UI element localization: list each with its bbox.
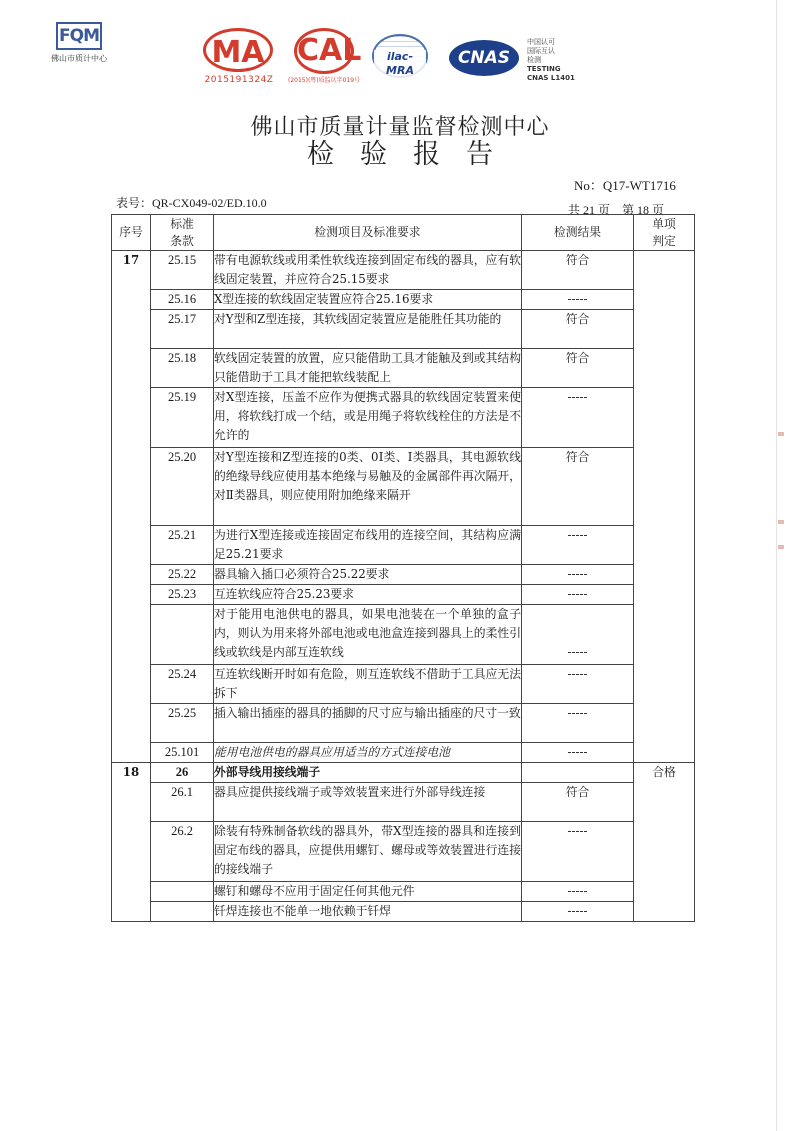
test-result: ----- [522, 565, 634, 585]
clause-number: 25.24 [151, 665, 214, 704]
clause-number: 25.25 [151, 704, 214, 743]
test-item: 为进行X型连接或连接固定布线用的连接空间，其结构应满足25.21要求 [214, 526, 522, 565]
test-result: ----- [522, 585, 634, 605]
table-row [112, 743, 695, 763]
clause-number: 26.2 [151, 822, 214, 882]
test-item: 软线固定装置的放置，应只能借助工具才能触及到或其结构只能借助于工具才能把软线装配上 [214, 349, 522, 388]
clause-number: 25.21 [151, 526, 214, 565]
fqm-logo-mark: FQM [56, 22, 102, 50]
verdict [634, 251, 695, 763]
table-row [112, 349, 695, 388]
scan-mark [778, 432, 784, 436]
test-item: X型连接的软线固定装置应符合25.16要求 [214, 290, 522, 310]
table-row [112, 310, 695, 349]
cma-logo [203, 28, 275, 86]
report-title: 检验报告 [307, 139, 519, 170]
header-clause: 标准 条款 [151, 215, 214, 251]
header-seq: 序号 [112, 215, 151, 251]
scan-mark [778, 520, 784, 524]
test-result: 符合 [522, 251, 634, 290]
table-row [112, 388, 695, 448]
clause-number: 26 [151, 763, 214, 783]
cnas-info-line: CNAS L1401 [527, 74, 575, 82]
test-item: 螺钉和螺母不应用于固定任何其他元件 [214, 882, 522, 902]
test-result: ----- [522, 388, 634, 448]
clause-number: 26.1 [151, 783, 214, 822]
test-result: 符合 [522, 310, 634, 349]
test-item: 插入输出插座的器具的插脚的尺寸应与输出插座的尺寸一致 [214, 704, 522, 743]
table-row [112, 704, 695, 743]
scan-mark [778, 545, 784, 549]
cnas-info-line: 国际互认 [527, 47, 555, 55]
table-row [112, 902, 695, 922]
clause-number: 25.18 [151, 349, 214, 388]
clause-number [151, 605, 214, 665]
cal-number: (2015)(粤)质监认字019号 [288, 77, 361, 84]
header-verdict: 单项 判定 [634, 215, 695, 251]
test-result: ----- [522, 665, 634, 704]
clause-number [151, 902, 214, 922]
clause-number: 25.19 [151, 388, 214, 448]
test-result [522, 763, 634, 783]
test-item: 对于能用电池供电的器具，如果电池装在一个单独的盒子内，则认为用来将外部电池或电池盒连接到器具上的柔性引线或软线是内部互连软线 [214, 605, 522, 665]
cnas-logo [449, 40, 521, 76]
report-number: No：Q17-WT1716 [574, 178, 676, 193]
test-item: 器具输入插口必须符合25.22要求 [214, 565, 522, 585]
clause-number: 25.101 [151, 743, 214, 763]
table-row [112, 565, 695, 585]
test-result: 符合 [522, 448, 634, 526]
clause-number: 25.20 [151, 448, 214, 526]
cnas-info-line: 检测 [527, 56, 541, 64]
table-row [112, 290, 695, 310]
test-item: 钎焊连接也不能单一地依赖于钎焊 [214, 902, 522, 922]
table-header-row [112, 215, 695, 251]
header-result: 检测结果 [522, 215, 634, 251]
test-result: ----- [522, 882, 634, 902]
test-result: 符合 [522, 349, 634, 388]
seq-number: 17 [112, 251, 151, 763]
clause-number: 25.22 [151, 565, 214, 585]
test-result: 符合 [522, 783, 634, 822]
table-row [112, 783, 695, 822]
clause-number: 25.15 [151, 251, 214, 290]
globe-icon [372, 34, 428, 78]
cma-number: 2015191324Z [204, 75, 274, 85]
clause-number: 25.23 [151, 585, 214, 605]
fqm-caption: 佛山市质计中心 [51, 54, 107, 63]
ilac-mra-text: ilac-MRA [374, 50, 426, 78]
test-result: ----- [522, 743, 634, 763]
table-row [112, 882, 695, 902]
header-item: 检测项目及标准要求 [214, 215, 522, 251]
test-item: 除装有特殊制备软线的器具外，带X型连接的器具和连接到固定布线的器具，应提供用螺钉、螺母或等效装置进行连接的接线端子 [214, 822, 522, 882]
test-item: 带有电源软线或用柔性软线连接到固定布线的器具，应有软线固定装置，并应符合25.15要求 [214, 251, 522, 290]
test-result: ----- [522, 526, 634, 565]
table-row [112, 822, 695, 882]
test-result: ----- [522, 704, 634, 743]
cal-logo-mark: CAL [294, 28, 354, 74]
cnas-info-line: TESTING [527, 65, 561, 73]
test-result: ----- [522, 605, 634, 665]
test-result: ----- [522, 902, 634, 922]
table-row [112, 448, 695, 526]
test-item: 外部导线用接线端子 [214, 763, 522, 783]
test-result: ----- [522, 290, 634, 310]
form-number: 表号：QR-CX049-02/ED.10.0 [116, 196, 267, 210]
clause-number: 25.17 [151, 310, 214, 349]
test-item: 能用电池供电的器具应用适当的方式连接电池 [214, 743, 522, 763]
test-item: 器具应提供接线端子或等效装置来进行外部导线连接 [214, 783, 522, 822]
test-item: 对Y型和Z型连接，其软线固定装置应是能胜任其功能的 [214, 310, 522, 349]
test-result: ----- [522, 822, 634, 882]
table-row [112, 605, 695, 665]
organization-name: 佛山市质量计量监督检测中心 [250, 115, 550, 140]
page-info: 共 21 页 第 18 页 [568, 203, 665, 217]
test-item: 对Y型连接和Z型连接的0类、0Ⅰ类、Ⅰ类器具，其电源软线的绝缘导线应使用基本绝缘与易触及的金属部件再次隔开，对Ⅱ类器具，则应使用附加绝缘来隔开 [214, 448, 522, 526]
table-row [112, 585, 695, 605]
cma-logo-mark: MA [203, 28, 273, 72]
cnas-info [527, 38, 575, 83]
ilac-mra-logo [372, 34, 434, 77]
fqm-logo [48, 22, 110, 65]
table-row [112, 526, 695, 565]
cnas-info-line: 中国认可 [527, 38, 555, 46]
cal-logo [288, 28, 360, 86]
table-row [112, 763, 695, 783]
table-row [112, 665, 695, 704]
test-item: 互连软线应符合25.23要求 [214, 585, 522, 605]
verdict: 合格 [634, 763, 695, 922]
table-row [112, 251, 695, 290]
clause-number [151, 882, 214, 902]
clause-number: 25.16 [151, 290, 214, 310]
test-item: 对X型连接，压盖不应作为便携式器具的软线固定装置来使用，将软线打成一个结，或是用绳子将软线栓住的方法是不允许的 [214, 388, 522, 448]
inspection-table [111, 214, 695, 922]
test-item: 互连软线断开时如有危险，则互连软线不借助于工具应无法拆下 [214, 665, 522, 704]
seq-number: 18 [112, 763, 151, 922]
cnas-logo-mark: CNAS [449, 40, 519, 76]
